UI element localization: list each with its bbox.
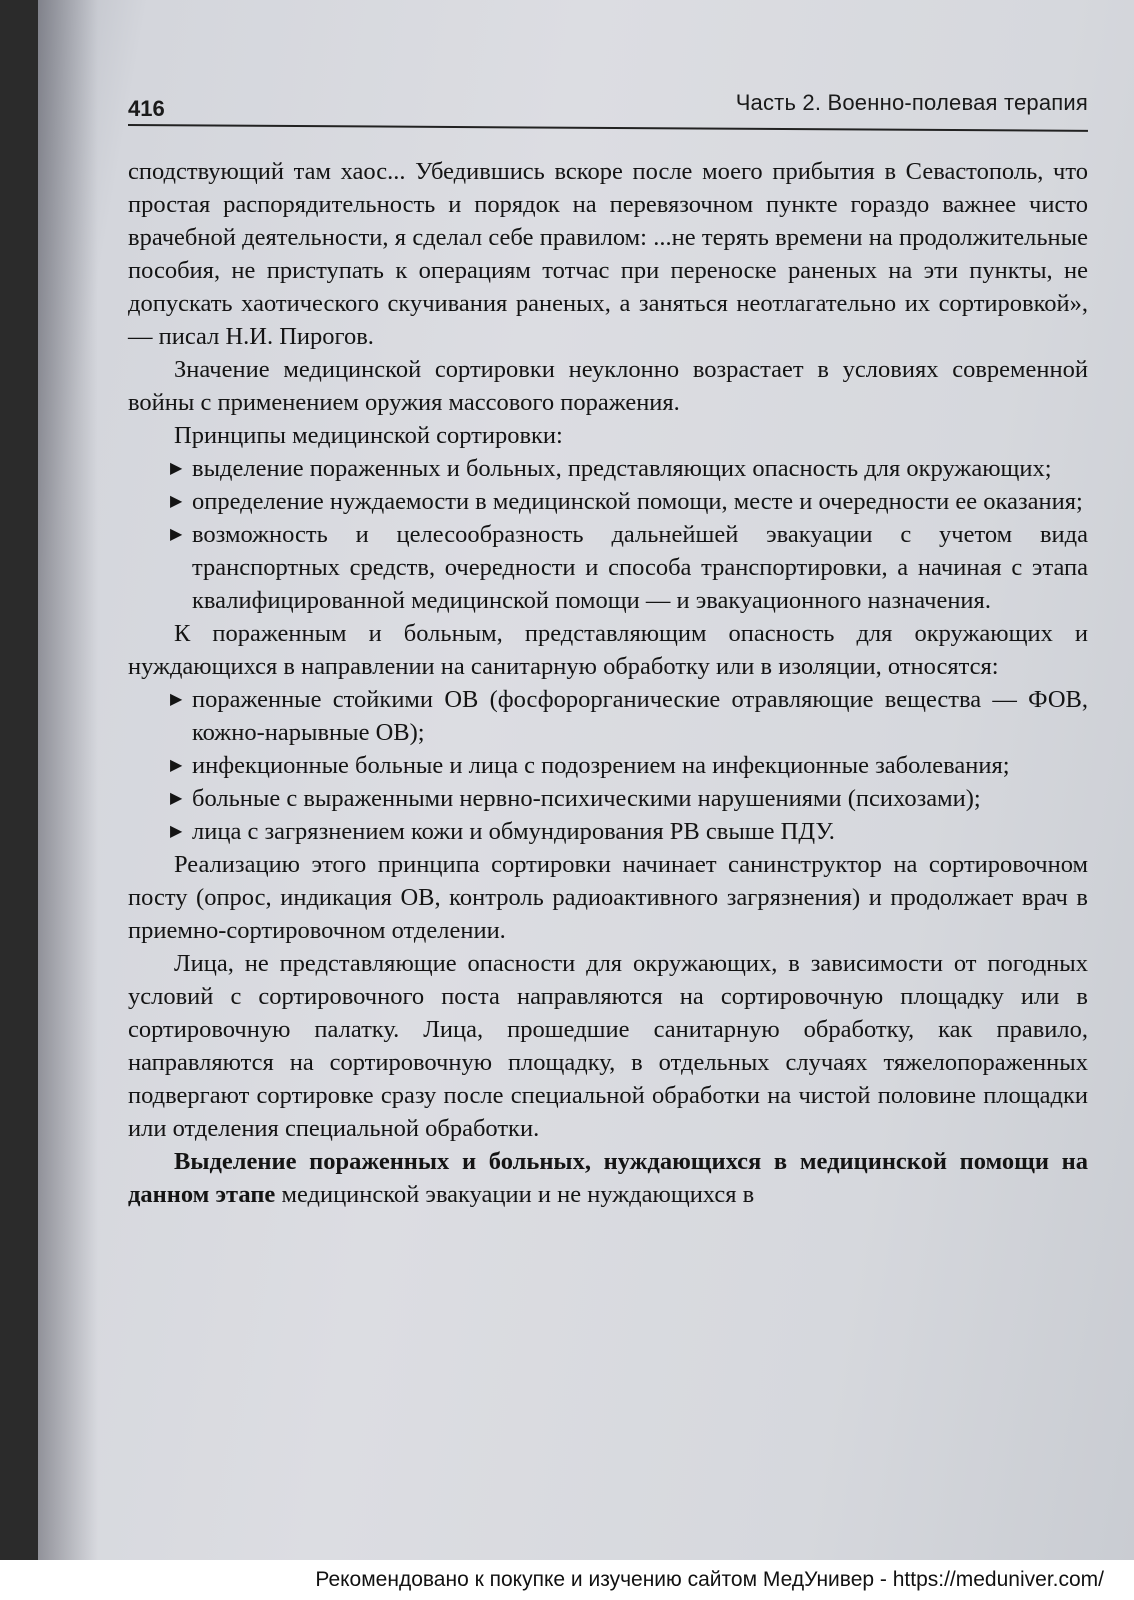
list-item: ▶ инфекционные больные и лица с подозрением на инфекционные заболевания; — [128, 749, 1088, 782]
paragraph: Принципы медицинской сортировки: — [174, 422, 563, 449]
list-item: ▶ возможность и целесообразность дальнейшей эвакуации с учетом вида транспортных средств, очередности и способа транспортировки, а начиная с этапа квалифицированной медицинской помощи — и эвакуационного назначения. — [128, 518, 1088, 617]
bold-lead-text: Выделение пораженных и больных, нуждающихся в медицинской помощи на данном этапе — [128, 1148, 1088, 1208]
triangle-bullet-icon: ▶ — [170, 493, 183, 510]
list-item: ▶ определение нуждаемости в медицинской помощи, месте и очередности ее оказания; — [128, 485, 1088, 518]
principles-list — [128, 452, 1088, 617]
list-item: ▶ выделение пораженных и больных, представляющих опасность для окружающих; — [128, 452, 1088, 485]
page-gutter-shadow — [38, 0, 98, 1600]
book-page — [38, 0, 1134, 1600]
triangle-bullet-icon: ▶ — [170, 526, 183, 543]
paragraph-continuation: медицинской эвакуации и не нуждающихся в — [275, 1181, 755, 1208]
paragraph: Реализацию этого принципа сортировки начинает санинструктор на сортировочном посту (опрос, индикация ОВ, контроль радиоактивного загрязнения) и продолжает врач в приемно-сортировочном отделении. — [128, 851, 1088, 944]
triangle-bullet-icon: ▶ — [170, 691, 183, 708]
paragraph — [128, 1145, 1088, 1211]
page-header — [128, 88, 1088, 128]
paragraph: К пораженным и больным, представляющим опасность для окружающих и нуждающихся в направлении на санитарную обработку или в изоляции, относятся: — [128, 620, 1088, 680]
triangle-bullet-icon: ▶ — [170, 790, 183, 807]
hazard-list — [128, 683, 1088, 848]
paragraph: сподствующий там хаос... Убедившись вскоре после моего прибытия в Севастополь, что простая распорядительность и порядок на перевязочном пункте гораздо важнее чисто врачебной деятельности, я сделал себе правилом: ...не терять времени на продолжительные пособия, не приступать к операциям тотчас при переноске раненых на эти пункты, не допускать хаотического скучивания раненых, а заняться неотлагательно их сортировкой», — писал Н.И. Пирогов. — [128, 158, 1088, 350]
list-item: ▶ больные с выраженными нервно-психическими нарушениями (психозами); — [128, 782, 1088, 815]
triangle-bullet-icon: ▶ — [170, 460, 183, 477]
page-number: 416 — [128, 96, 165, 121]
footer-banner — [0, 1560, 1134, 1600]
running-head: Часть 2. Военно-полевая терапия — [735, 90, 1088, 115]
footer-text: Рекомендовано к покупке и изучению сайтом МедУнивер - https://meduniver.com/ — [315, 1568, 1104, 1591]
paragraph: Лица, не представляющие опасности для окружающих, в зависимости от погодных условий с сортировочного поста направляются на сортировочную площадку или в сортировочную палатку. Лица, прошедшие санитарную обработку, как правило, направляются на сортировочную площадку, в отдельных случаях тяжелопораженных подвергают сортировке сразу после специальной обработки на чистой половине площадки или отделения специальной обработки. — [128, 950, 1088, 1142]
list-item: ▶ лица с загрязнением кожи и обмундирования РВ свыше ПДУ. — [128, 815, 1088, 848]
triangle-bullet-icon: ▶ — [170, 823, 183, 840]
list-item: ▶ пораженные стойкими ОВ (фосфорорганические отравляющие вещества — ФОВ, кожно-нарывные ОВ); — [128, 683, 1088, 749]
paragraph: Значение медицинской сортировки неуклонно возрастает в условиях современной войны с применением оружия массового поражения. — [128, 356, 1088, 416]
main-text — [128, 155, 1088, 1211]
triangle-bullet-icon: ▶ — [170, 757, 183, 774]
